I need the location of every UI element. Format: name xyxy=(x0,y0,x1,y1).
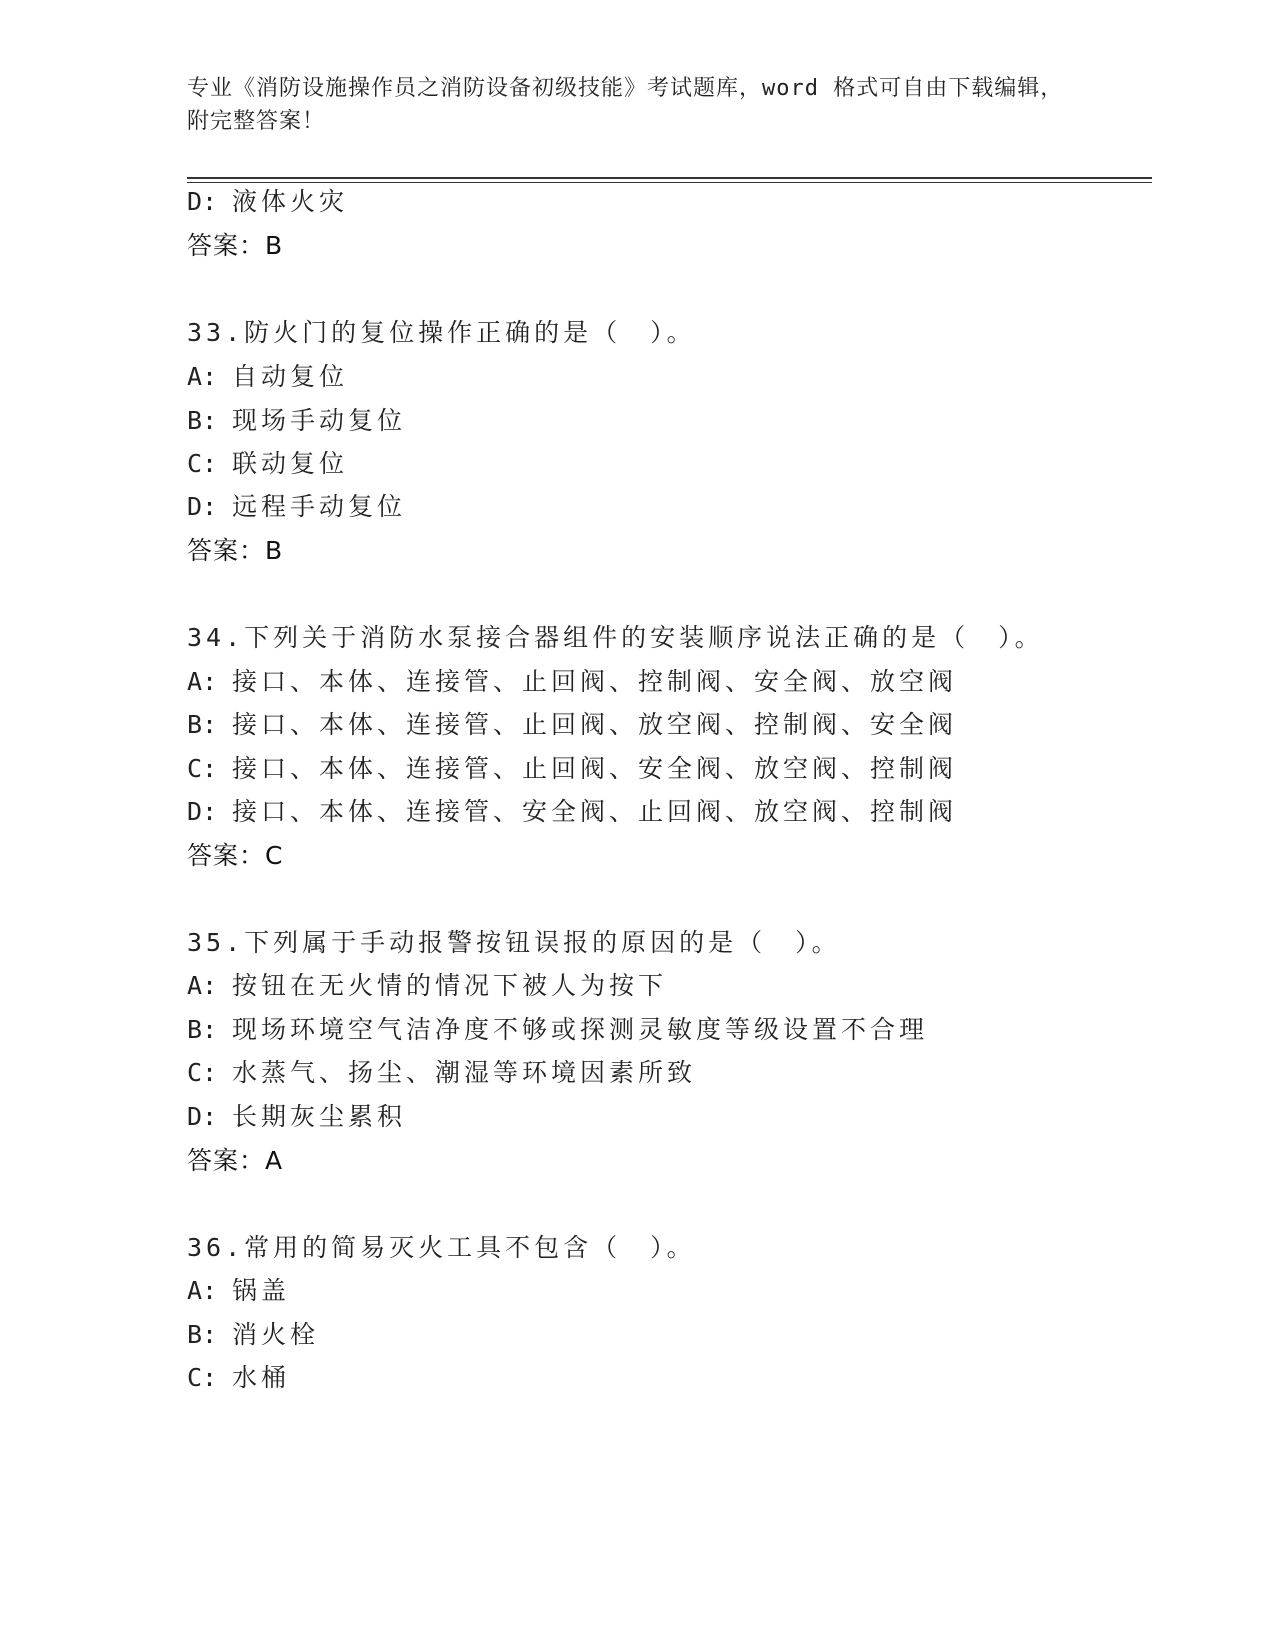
header-rule-thick xyxy=(187,177,1152,179)
option-33-b: B: 现场手动复位 xyxy=(187,406,407,435)
option-36-a: A: 锅盖 xyxy=(187,1276,291,1305)
answer-32: 答案：B xyxy=(187,231,284,260)
question-36: 36.常用的简易灭火工具不包含（ ）。 xyxy=(187,1233,696,1262)
question-35: 35.下列属于手动报警按钮误报的原因的是（ ）。 xyxy=(187,928,841,957)
header-rule-thin xyxy=(187,182,1152,183)
answer-35: 答案：A xyxy=(187,1146,284,1175)
document-header: 专业《消防设施操作员之消防设备初级技能》考试题库，word 格式可自由下载编辑，附完整答案！ xyxy=(187,76,1064,134)
option-33-a: A: 自动复位 xyxy=(187,362,349,391)
option-34-b: B: 接口、本体、连接管、止回阀、放空阀、控制阀、安全阀 xyxy=(187,710,958,739)
option-32-d: D: 液体火灾 xyxy=(187,187,349,216)
option-36-b: B: 消火栓 xyxy=(187,1320,320,1349)
option-34-d: D: 接口、本体、连接管、安全阀、止回阀、放空阀、控制阀 xyxy=(187,797,958,826)
option-33-c: C: 联动复位 xyxy=(187,449,349,478)
option-35-d: D: 长期灰尘累积 xyxy=(187,1102,407,1131)
answer-34: 答案：C xyxy=(187,841,284,870)
option-34-c: C: 接口、本体、连接管、止回阀、安全阀、放空阀、控制阀 xyxy=(187,754,958,783)
option-35-c: C: 水蒸气、扬尘、潮湿等环境因素所致 xyxy=(187,1058,697,1087)
option-35-b: B: 现场环境空气洁净度不够或探测灵敏度等级设置不合理 xyxy=(187,1015,929,1044)
option-33-d: D: 远程手动复位 xyxy=(187,492,407,521)
answer-33: 答案：B xyxy=(187,536,284,565)
question-34: 34.下列关于消防水泵接合器组件的安装顺序说法正确的是（ ）。 xyxy=(187,623,1044,652)
question-33: 33.防火门的复位操作正确的是（ ）。 xyxy=(187,318,696,347)
option-34-a: A: 接口、本体、连接管、止回阀、控制阀、安全阀、放空阀 xyxy=(187,667,958,696)
option-35-a: A: 按钮在无火情的情况下被人为按下 xyxy=(187,971,668,1000)
option-36-c: C: 水桶 xyxy=(187,1363,291,1392)
